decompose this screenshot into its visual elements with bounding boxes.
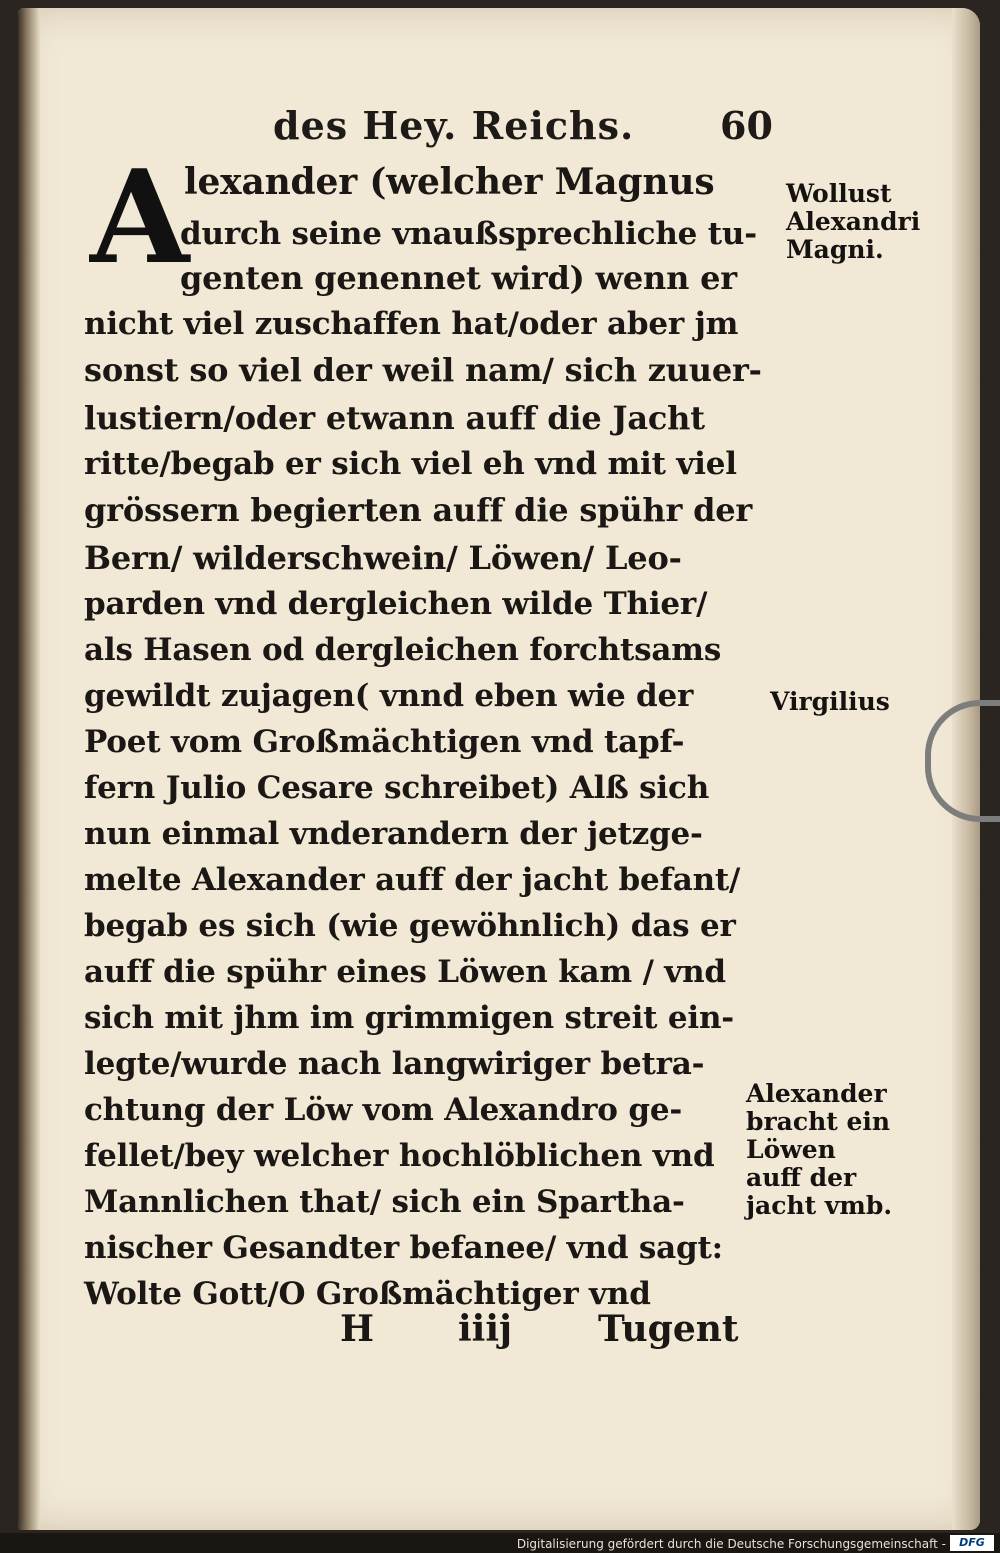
text-line: genten genennet wird) wenn er [180, 259, 737, 297]
text-line: Mannlichen that/ sich ein Spartha- [84, 1184, 685, 1220]
text-line: Bern/ wilderschwein/ Löwen/ Leo- [84, 539, 682, 577]
text-line: durch seine vnaußsprechliche tu- [180, 216, 757, 252]
decorated-initial: A [90, 143, 190, 293]
page-number: 60 [720, 103, 773, 148]
text-line: Poet vom Großmächtigen vnd tapf- [84, 724, 685, 760]
text-line: lexander (welcher Magnus [184, 161, 715, 203]
marginal-line: jacht vmb. [746, 1191, 893, 1220]
signature-number: iiij [458, 1308, 513, 1350]
dfg-logo-icon: DFG [950, 1535, 994, 1551]
book-page [18, 8, 980, 1530]
text-line: nun einmal vnderandern der jetzge- [84, 816, 703, 852]
funding-credit: Digitalisierung gefördert durch die Deutsche Forschungsgemeinschaft - [516, 1537, 946, 1551]
marginal-note [770, 688, 890, 716]
text-line: ritte/begab er sich viel eh vnd mit viel [84, 446, 737, 482]
marginal-line: Magni. [786, 235, 884, 264]
text-line: Wolte Gott/O Großmächtiger vnd [84, 1276, 651, 1312]
marginal-line: Wollust [786, 179, 892, 208]
marginal-line: Alexandri [786, 207, 921, 236]
marginal-line: Alexander [746, 1079, 887, 1108]
marginal-line: Löwen [746, 1135, 836, 1164]
text-line: grössern begierten auff die spühr der [84, 491, 753, 529]
marginal-line: bracht ein [746, 1107, 891, 1136]
text-line: auff die spühr eines Löwen kam / vnd [84, 954, 726, 990]
marginal-line: Virgilius [770, 687, 890, 716]
bleed-through-text [778, 403, 938, 513]
text-line: gewildt zujagen( vnnd eben wie der [84, 678, 694, 714]
text-line: begab es sich (wie gewöhnlich) das er [84, 908, 736, 944]
text-line: parden vnd dergleichen wilde Thier/ [84, 586, 708, 622]
text-line: fellet/bey welcher hochlöblichen vnd [84, 1138, 715, 1174]
text-line: melte Alexander auff der jacht befant/ [84, 862, 741, 898]
text-line: fern Julio Cesare schreibet) Alß sich [84, 770, 710, 806]
text-line: chtung der Löw vom Alexandro ge- [84, 1092, 683, 1128]
marginal-note [746, 1080, 892, 1220]
text-line: als Hasen od dergleichen forchtsams [84, 632, 722, 668]
page-gutter [18, 8, 40, 1530]
text-line: sich mit jhm im grimmigen streit ein- [84, 1000, 734, 1036]
running-head: des Hey. Reichs. [273, 103, 635, 148]
text-line: legte/wurde nach langwiriger betra- [84, 1046, 705, 1082]
text-line: sonst so viel der weil nam/ sich zuuer- [84, 351, 762, 389]
marginal-line: auff der [746, 1163, 857, 1192]
text-line: nischer Gesandter befanee/ vnd sagt: [84, 1230, 723, 1266]
footer-bar [0, 1533, 1000, 1553]
signature-letter: H [340, 1308, 375, 1350]
text-line: lustiern/oder etwann auff die Jacht [84, 399, 705, 437]
text-line: nicht viel zuschaffen hat/oder aber jm [84, 306, 739, 342]
catchword: Tugent [598, 1308, 739, 1350]
marginal-note [786, 180, 920, 264]
